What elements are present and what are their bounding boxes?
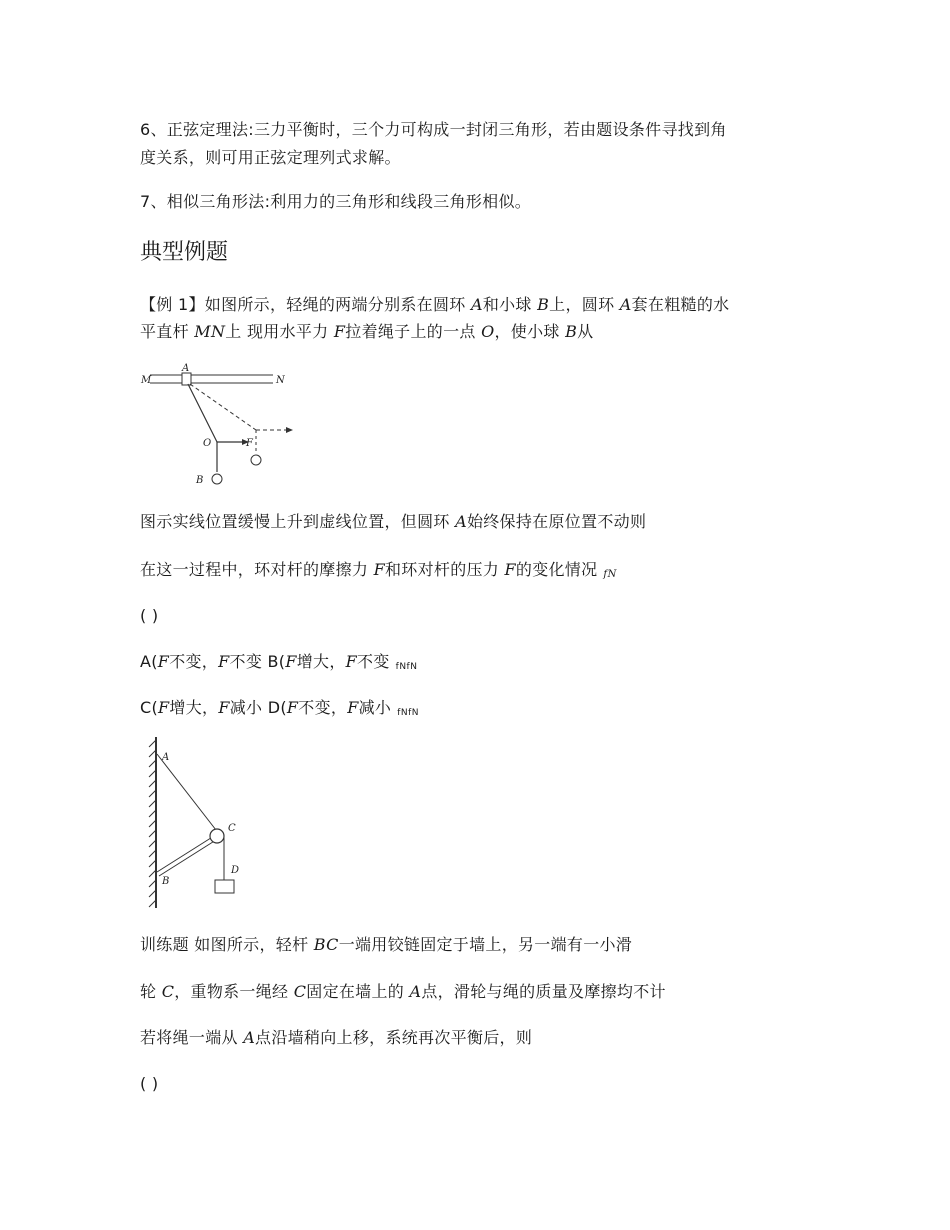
training-line-1: 训练题 如图所示，轻杆 BC一端用铰链固定于墙上，另一端有一小滑: [140, 935, 633, 954]
ball-dashed: [251, 455, 261, 465]
example-1-line-4: 在这一过程中，环对杆的摩擦力 F和环对杆的压力 F的变化情况 fN: [140, 560, 617, 580]
example-1-line-3: 图示实线位置缓慢上升到虚线位置，但圆环 A始终保持在原位置不动则: [140, 512, 647, 531]
example-1-answer-paren: ( ): [140, 606, 159, 625]
weight-d: [215, 880, 234, 893]
figure-1-label-B: B: [196, 475, 204, 486]
training-figure: [140, 732, 250, 912]
figure-1-label-A: A: [182, 363, 190, 374]
figure-1-label-N: N: [276, 375, 285, 386]
ball-b: [212, 474, 222, 484]
training-line-2: 轮 C，重物系一绳经 C固定在墙上的 A点，滑轮与绳的质量及摩擦均不计: [140, 982, 666, 1001]
figure-2-label-A: A: [162, 752, 170, 763]
figure-1-label-F: F: [246, 438, 253, 449]
pulley-c: [210, 829, 224, 843]
figure-2-label-C: C: [228, 823, 236, 834]
method-6-line-2: 度关系，则可用正弦定理列式求解。: [140, 148, 401, 167]
example-1-line-1: 【例 1】如图所示，轻绳的两端分别系在圆环 A和小球 B上，圆环 A套在粗糙的水: [140, 295, 730, 314]
ring-a: [182, 373, 191, 385]
figure-2-label-D: D: [231, 865, 240, 876]
force-arrow-dashed: [286, 427, 293, 433]
rope-ac: [157, 754, 216, 830]
example-1-options-cd: C(F增大，F减小 D(F不变，F减小 fNfN: [140, 698, 420, 718]
rod-bc: [157, 836, 214, 872]
figure-2-label-B: B: [162, 876, 170, 887]
method-7: 7、相似三角形法:利用力的三角形和线段三角形相似。: [140, 192, 532, 211]
example-1-line-2: 平直杆 MN上 现用水平力 F拉着绳子上的一点 O，使小球 B从: [140, 322, 594, 341]
figure-1-label-M: M: [141, 375, 152, 386]
training-line-3: 若将绳一端从 A点沿墙稍向上移，系统再次平衡后，则: [140, 1028, 533, 1047]
method-6-line-1: 6、正弦定理法:三力平衡时，三个力可构成一封闭三角形，若由题设条件寻找到角: [140, 120, 727, 139]
training-answer-paren: ( ): [140, 1074, 159, 1093]
figure-1-label-O: O: [203, 438, 212, 449]
section-heading: 典型例题: [140, 240, 229, 265]
example-1-figure: [138, 362, 308, 492]
example-1-options-ab: A(F不变，F不变 B(F增大，F不变 fNfN: [140, 652, 418, 672]
